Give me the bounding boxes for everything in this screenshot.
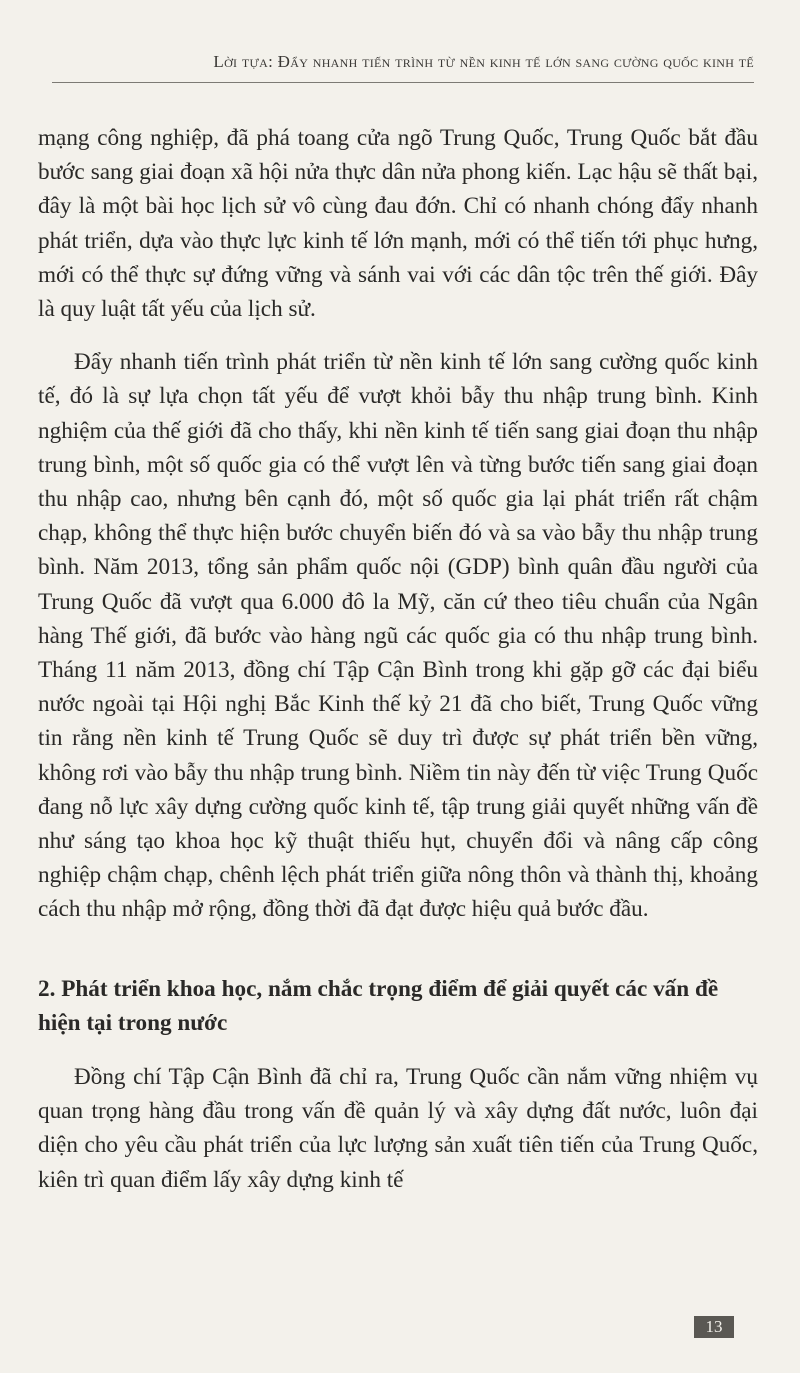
paragraph-middle-income-trap: Đẩy nhanh tiến trình phát triển từ nền kinh tế lớn sang cường quốc kinh tế, đó là sự lựa chọn tất yếu để vượt khỏi bẫy thu nhập trung bình. Kinh nghiệm của thế giới đã cho thấy, khi nền kinh tế tiến sang giai đoạn thu nhập trung bình, một số quốc gia có thể vượt lên và từng bước tiến sang giai đoạn thu nhập cao, nhưng bên cạnh đó, một số quốc gia lại phát triển rất chậm chạp, không thể thực hiện bước chuyển biến đó và sa vào bẫy thu nhập trung bình. Năm 2013, tổng sản phẩm quốc nội (GDP) bình quân đầu người của Trung Quốc đã vượt qua 6.000 đô la Mỹ, căn cứ theo tiêu chuẩn của Ngân hàng Thế giới, đã bước vào hàng ngũ các quốc gia có thu nhập trung bình. Tháng 11 năm 2013, đồng chí Tập Cận Bình trong khi gặp gỡ các đại biểu nước ngoài tại Hội nghị Bắc Kinh thế kỷ 21 đã cho biết, Trung Quốc vững tin rằng nền kinh tế Trung Quốc sẽ duy trì được sự phát triển bền vững, không rơi vào bẫy thu nhập trung bình. Niềm tin này đến từ việc Trung Quốc đang nỗ lực xây dựng cường quốc kinh tế, tập trung giải quyết những vấn đề như sáng tạo khoa học kỹ thuật thiếu hụt, chuyển đổi và nâng cấp công nghiệp chậm chạp, chênh lệch phát triển giữa nông thôn và thành thị, khoảng cách thu nhập mở rộng, đồng thời đã đạt được hiệu quả bước đầu. [38, 349, 758, 923]
running-head: Lời tựa: Đẩy nhanh tiến trình từ nền kinh tế lớn sang cường quốc kinh tế [213, 52, 754, 71]
page-number: 13 [694, 1316, 734, 1338]
section-heading: 2. Phát triển khoa học, nắm chắc trọng điểm để giải quyết các vấn đề hiện tại trong nước [38, 975, 719, 1036]
header-rule [52, 82, 754, 83]
paragraph-continuation: mạng công nghiệp, đã phá toang cửa ngõ Trung Quốc, Trung Quốc bắt đầu bước sang giai đoạn xã hội nửa thực dân nửa phong kiến. Lạc hậu sẽ thất bại, đây là một bài học lịch sử vô cùng đau đớn. Chỉ có nhanh chóng đẩy nhanh phát triển, dựa vào thực lực kinh tế lớn mạnh, mới có thể tiến tới phục hưng, mới có thể thực sự đứng vững và sánh vai với các dân tộc trên thế giới. Đây là quy luật tất yếu của lịch sử. [38, 125, 758, 323]
paragraph-section-start: Đồng chí Tập Cận Bình đã chỉ ra, Trung Quốc cần nắm vững nhiệm vụ quan trọng hàng đầu trong vấn đề quản lý và xây dựng đất nước, luôn đại diện cho yêu cầu phát triển của lực lượng sản xuất tiên tiến của Trung Quốc, kiên trì quan điểm lấy xây dựng kinh tế [38, 1064, 758, 1193]
page-body [38, 121, 758, 1197]
